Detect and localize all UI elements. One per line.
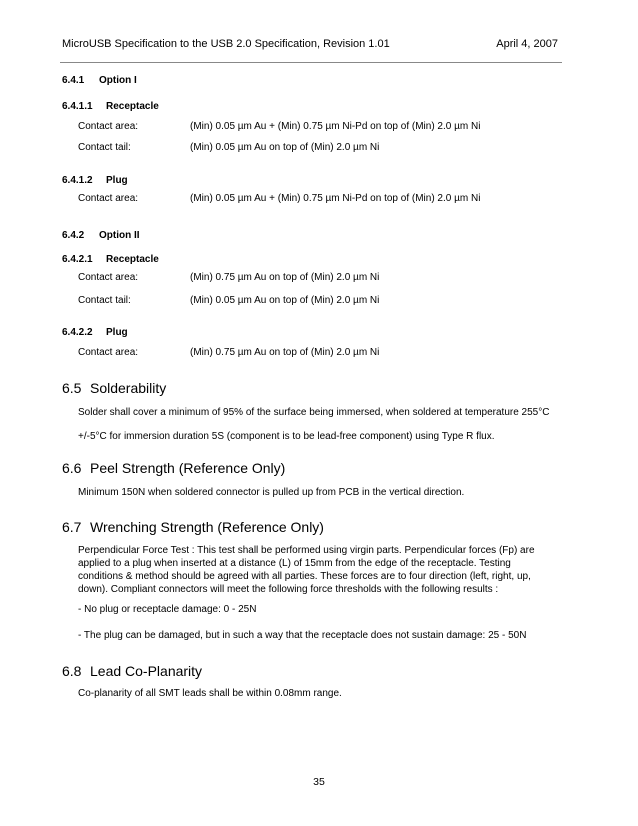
heading-title: Receptacle [106,101,159,112]
spec-label: Contact area: [78,193,139,204]
heading-6-4-1-1 [62,101,159,112]
spec-value: (Min) 0.75 µm Au on top of (Min) 2.0 µm Ni [190,272,380,283]
heading-title: Plug [106,175,128,186]
text-line: +/-5°C for immersion duration 5S (component is to be lead-free component) using Type R flux. [78,431,495,442]
text-line: down). Compliant connectors will meet the following force thresholds with the following results : [78,584,499,595]
heading-number: 6.8 [62,663,82,679]
text-line: Solder shall cover a minimum of 95% of the surface being immersed, when soldered at temperature 255°C [78,407,550,418]
heading-number: 6.7 [62,519,82,535]
heading-title: Lead Co-Planarity [90,663,203,679]
text-line: Perpendicular Force Test : This test shall be performed using virgin parts. Perpendicular forces (Fp) are [78,545,535,556]
spec-label: Contact area: [78,347,139,358]
heading-title: Solderability [90,380,167,396]
heading-title: Option II [99,230,140,241]
heading-6-4-2-2 [62,327,128,338]
heading-6-4-1-2 [62,175,128,186]
heading-title: Plug [106,327,128,338]
list-item [78,603,558,616]
paragraph-peel-strength [78,486,558,499]
spec-value: (Min) 0.05 µm Au + (Min) 0.75 µm Ni-Pd on top of (Min) 2.0 µm Ni [190,121,481,132]
heading-number: 6.4.2.1 [62,254,93,265]
spec-value: (Min) 0.05 µm Au on top of (Min) 2.0 µm Ni [190,142,380,153]
heading-number: 6.4.2 [62,230,85,241]
heading-6-6 [62,460,285,476]
heading-6-5 [62,380,166,396]
heading-number: 6.6 [62,460,82,476]
heading-number: 6.4.2.2 [62,327,93,338]
text-line: conditions & method should be agreed with all parties. These forces are to four direction (left, right, up, [78,571,531,582]
heading-number: 6.4.1.1 [62,101,93,112]
text-line: Co-planarity of all SMT leads shall be within 0.08mm range. [78,688,342,699]
paragraph-lead-coplanarity [78,687,558,700]
heading-6-4-2-1 [62,254,159,265]
heading-6-7 [62,519,324,535]
text-line: - The plug can be damaged, but in such a way that the receptacle does not sustain damage: 25 - 50N [78,630,527,641]
page-number: 35 [313,776,325,788]
text-line: - No plug or receptacle damage: 0 - 25N [78,604,257,615]
heading-number: 6.5 [62,380,82,396]
heading-6-8 [62,663,202,679]
heading-title: Option I [99,75,137,86]
paragraph-solderability [78,406,558,443]
heading-number: 6.4.1 [62,75,85,86]
spec-value: (Min) 0.05 µm Au + (Min) 0.75 µm Ni-Pd on top of (Min) 2.0 µm Ni [190,193,481,204]
spec-label: Contact tail: [78,295,131,306]
heading-6-4-1 [62,75,137,86]
text-line: Minimum 150N when soldered connector is pulled up from PCB in the vertical direction. [78,487,465,498]
heading-title: Receptacle [106,254,159,265]
paragraph-wrenching-strength [78,544,558,596]
header-divider [60,62,562,63]
text-line: applied to a plug when inserted at a distance (L) of 15mm from the edge of the receptacle. Testing [78,558,511,569]
heading-number: 6.4.1.2 [62,175,93,186]
header-date: April 4, 2007 [496,38,558,50]
spec-label: Contact tail: [78,142,131,153]
header-title: MicroUSB Specification to the USB 2.0 Specification, Revision 1.01 [62,38,390,50]
spec-label: Contact area: [78,121,139,132]
heading-title: Peel Strength (Reference Only) [90,460,286,476]
list-item [78,629,558,642]
spec-label: Contact area: [78,272,139,283]
spec-value: (Min) 0.75 µm Au on top of (Min) 2.0 µm Ni [190,347,380,358]
heading-6-4-2 [62,230,140,241]
heading-title: Wrenching Strength (Reference Only) [90,519,324,535]
spec-value: (Min) 0.05 µm Au on top of (Min) 2.0 µm Ni [190,295,380,306]
